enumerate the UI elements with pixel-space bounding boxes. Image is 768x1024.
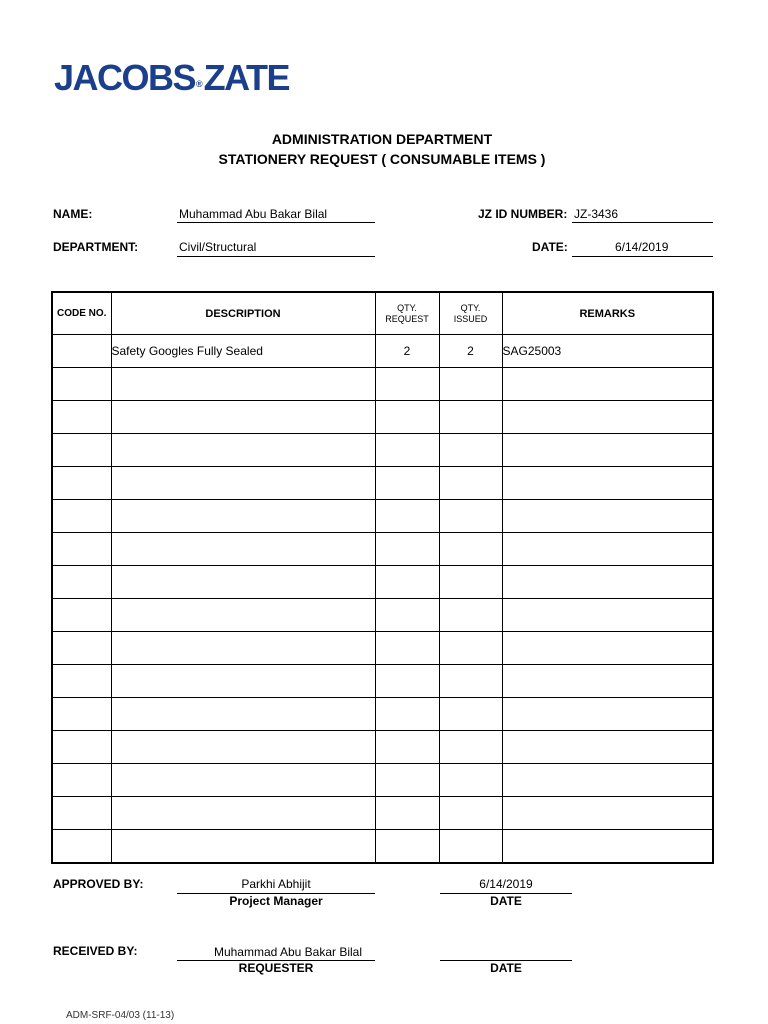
table-row bbox=[52, 698, 713, 731]
description-cell bbox=[111, 698, 375, 731]
qty-request-cell bbox=[375, 698, 439, 731]
approval-date-caption: DATE bbox=[490, 894, 522, 908]
table-row bbox=[52, 401, 713, 434]
qty-request-cell bbox=[375, 599, 439, 632]
receiver-role: REQUESTER bbox=[238, 961, 314, 975]
remarks-cell bbox=[502, 797, 713, 830]
qty-issued-cell bbox=[439, 599, 502, 632]
approver-role: Project Manager bbox=[229, 894, 323, 908]
description-cell: Safety Googles Fully Sealed bbox=[111, 335, 375, 368]
department-label: DEPARTMENT: bbox=[53, 240, 139, 254]
remarks-cell bbox=[502, 533, 713, 566]
form-title: STATIONERY REQUEST ( CONSUMABLE ITEMS ) bbox=[218, 151, 546, 167]
code-cell bbox=[52, 698, 111, 731]
qty-request-cell bbox=[375, 401, 439, 434]
qty-issued-cell bbox=[439, 764, 502, 797]
remarks-cell bbox=[502, 830, 713, 864]
qty-request-cell bbox=[375, 533, 439, 566]
description-cell bbox=[111, 401, 375, 434]
qty-request-cell bbox=[375, 665, 439, 698]
qty-issued-cell bbox=[439, 731, 502, 764]
approved-by-label: APPROVED BY: bbox=[53, 877, 144, 891]
code-cell bbox=[52, 500, 111, 533]
description-cell bbox=[111, 665, 375, 698]
remarks-cell bbox=[502, 731, 713, 764]
received-date-caption: DATE bbox=[490, 961, 522, 975]
remarks-cell bbox=[502, 500, 713, 533]
department-value: Civil/Structural bbox=[179, 240, 257, 254]
department-underline bbox=[177, 256, 375, 257]
qty-issued-cell bbox=[439, 500, 502, 533]
table-row bbox=[52, 566, 713, 599]
description-cell bbox=[111, 500, 375, 533]
qty-request-cell bbox=[375, 731, 439, 764]
remarks-cell bbox=[502, 764, 713, 797]
remarks-header: REMARKS bbox=[502, 292, 713, 335]
qty-request-cell bbox=[375, 500, 439, 533]
qty-request-cell bbox=[375, 467, 439, 500]
company-logo: JACOBS®ZATE bbox=[54, 57, 289, 98]
table-row bbox=[52, 335, 713, 368]
table-row bbox=[52, 731, 713, 764]
description-header: DESCRIPTION bbox=[111, 292, 375, 335]
table-row bbox=[52, 599, 713, 632]
qty-request-cell bbox=[375, 434, 439, 467]
code-cell bbox=[52, 830, 111, 864]
code-cell bbox=[52, 599, 111, 632]
qty-issued-cell bbox=[439, 566, 502, 599]
description-cell bbox=[111, 764, 375, 797]
remarks-cell bbox=[502, 632, 713, 665]
qty-issued-cell bbox=[439, 698, 502, 731]
description-cell bbox=[111, 566, 375, 599]
department-title: ADMINISTRATION DEPARTMENT bbox=[271, 131, 493, 147]
received-by-label: RECEIVED BY: bbox=[53, 944, 138, 958]
code-cell bbox=[52, 731, 111, 764]
receiver-name: Muhammad Abu Bakar Bilal bbox=[213, 945, 363, 959]
approval-date-value: 6/14/2019 bbox=[479, 877, 533, 891]
qty-request-cell bbox=[375, 368, 439, 401]
qty-issued-cell bbox=[439, 533, 502, 566]
code-cell bbox=[52, 533, 111, 566]
form-code: ADM-SRF-04/03 (11-13) bbox=[66, 1010, 175, 1021]
code-cell bbox=[52, 632, 111, 665]
date-label: DATE: bbox=[532, 240, 568, 254]
qty-issued-cell bbox=[439, 467, 502, 500]
table-row bbox=[52, 434, 713, 467]
code-cell bbox=[52, 434, 111, 467]
qty-issued-cell bbox=[439, 368, 502, 401]
code-cell bbox=[52, 335, 111, 368]
qty-issued-cell bbox=[439, 632, 502, 665]
qty-request-cell bbox=[375, 632, 439, 665]
name-underline bbox=[177, 222, 375, 223]
qty-issued-cell bbox=[439, 665, 502, 698]
remarks-cell bbox=[502, 566, 713, 599]
date-value: 6/14/2019 bbox=[615, 240, 669, 254]
description-cell bbox=[111, 467, 375, 500]
qty-issued-cell bbox=[439, 797, 502, 830]
table-row bbox=[52, 533, 713, 566]
table-row bbox=[52, 467, 713, 500]
description-cell bbox=[111, 599, 375, 632]
code-cell bbox=[52, 467, 111, 500]
table-row bbox=[52, 500, 713, 533]
qty-request-header: QTY. REQUEST bbox=[375, 292, 439, 335]
qty-request-cell bbox=[375, 764, 439, 797]
code-no-header: CODE NO. bbox=[52, 292, 111, 335]
id-number-label: JZ ID NUMBER: bbox=[478, 207, 568, 221]
remarks-cell bbox=[502, 599, 713, 632]
qty-request-cell bbox=[375, 830, 439, 864]
remarks-cell bbox=[502, 467, 713, 500]
date-underline bbox=[572, 256, 713, 257]
remarks-cell bbox=[502, 698, 713, 731]
id-number-underline bbox=[572, 222, 713, 223]
code-cell bbox=[52, 764, 111, 797]
qty-issued-cell bbox=[439, 434, 502, 467]
remarks-cell bbox=[502, 434, 713, 467]
table-row bbox=[52, 632, 713, 665]
approver-name: Parkhi Abhijit bbox=[241, 877, 311, 891]
qty-request-cell bbox=[375, 566, 439, 599]
table-row bbox=[52, 368, 713, 401]
table-row bbox=[52, 797, 713, 830]
table-row bbox=[52, 830, 713, 864]
description-cell bbox=[111, 533, 375, 566]
name-value: Muhammad Abu Bakar Bilal bbox=[179, 207, 328, 221]
description-cell bbox=[111, 797, 375, 830]
table-header-row bbox=[52, 292, 713, 335]
items-table bbox=[51, 291, 714, 864]
table-row bbox=[52, 665, 713, 698]
remarks-cell bbox=[502, 368, 713, 401]
description-cell bbox=[111, 434, 375, 467]
qty-issued-header: QTY. ISSUED bbox=[439, 292, 502, 335]
code-cell bbox=[52, 566, 111, 599]
code-cell bbox=[52, 797, 111, 830]
code-cell bbox=[52, 665, 111, 698]
qty-request-cell bbox=[375, 797, 439, 830]
code-cell bbox=[52, 368, 111, 401]
table-row bbox=[52, 764, 713, 797]
description-cell bbox=[111, 830, 375, 864]
name-label: NAME: bbox=[53, 207, 93, 221]
description-cell bbox=[111, 731, 375, 764]
id-number-value: JZ-3436 bbox=[574, 207, 619, 221]
qty-request-cell: 2 bbox=[375, 335, 439, 368]
description-cell bbox=[111, 368, 375, 401]
qty-issued-cell: 2 bbox=[439, 335, 502, 368]
code-cell bbox=[52, 401, 111, 434]
remarks-cell: SAG25003 bbox=[502, 335, 713, 368]
description-cell bbox=[111, 632, 375, 665]
remarks-cell bbox=[502, 401, 713, 434]
qty-issued-cell bbox=[439, 401, 502, 434]
qty-issued-cell bbox=[439, 830, 502, 864]
remarks-cell bbox=[502, 665, 713, 698]
